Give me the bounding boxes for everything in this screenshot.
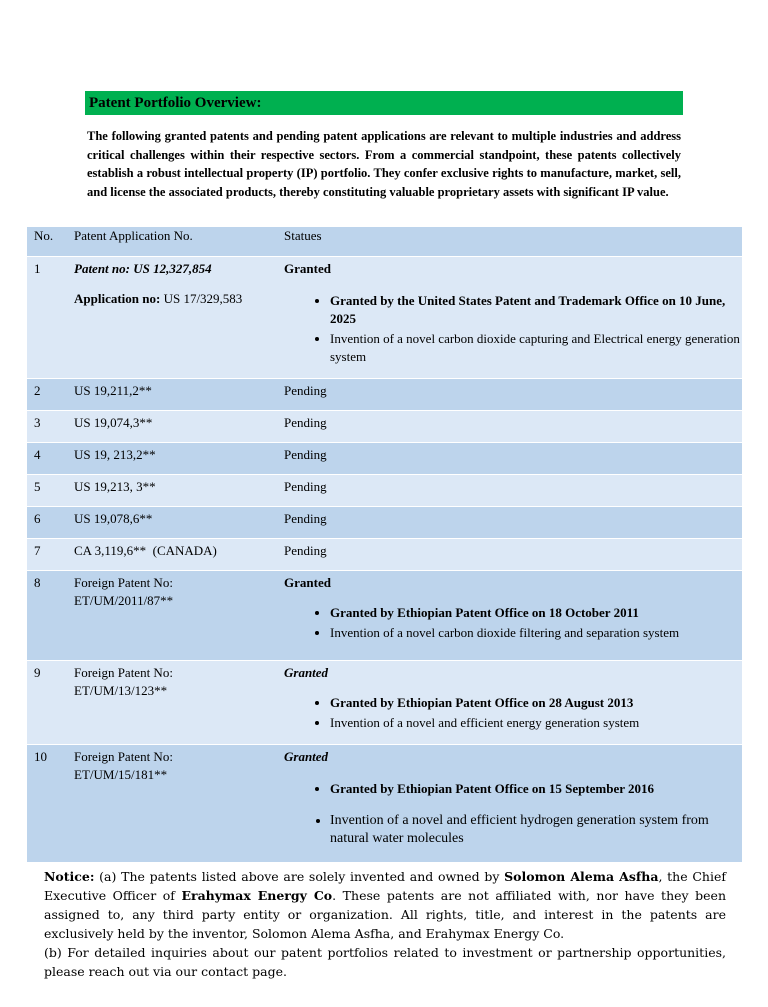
table-row <box>27 411 742 443</box>
application-cell: US 19,211,2** <box>67 379 277 411</box>
owner-name: Solomon Alema Asfha <box>504 869 659 884</box>
row-number: 2 <box>27 379 67 411</box>
status-cell <box>277 257 742 379</box>
list-item: • Invention of a novel and efficient hydrogen generation system from natural water molecules <box>330 812 742 848</box>
application-cell: US 19,074,3** <box>67 411 277 443</box>
status-text: Granted <box>284 665 329 680</box>
status-text: Granted <box>284 749 329 764</box>
application-label: Application no: <box>74 291 161 306</box>
status-cell: Pending <box>277 507 742 539</box>
notice-paragraph-a <box>44 867 726 943</box>
list-item: • Invention of a novel carbon dioxide filtering and separation system <box>330 624 742 642</box>
application-cell: CA 3,119,6** (CANADA) <box>67 539 277 571</box>
status-cell: Pending <box>277 411 742 443</box>
foreign-patent-number: ET/UM/2011/87** <box>74 593 174 608</box>
application-cell <box>67 571 277 661</box>
notice-label: Notice: <box>44 869 95 884</box>
row-number: 4 <box>27 443 67 475</box>
table-row <box>27 443 742 475</box>
list-item: • Granted by Ethiopian Patent Office on 18 October 2011 <box>330 604 742 622</box>
application-cell: US 19, 213,2** <box>67 443 277 475</box>
row-number: 3 <box>27 411 67 443</box>
foreign-patent-number: ET/UM/13/123** <box>74 683 168 698</box>
section-title: Patent Portfolio Overview: <box>85 91 683 115</box>
column-header-application: Patent Application No. <box>67 227 277 257</box>
status-cell <box>277 661 742 745</box>
status-cell: Pending <box>277 539 742 571</box>
patent-table <box>27 227 742 863</box>
table-row <box>27 661 742 745</box>
foreign-patent-number: ET/UM/15/181** <box>74 767 168 782</box>
list-item: • Invention of a novel carbon dioxide capturing and Electrical energy generation system <box>330 330 742 366</box>
list-item: • Invention of a novel and efficient energy generation system <box>330 714 742 732</box>
foreign-patent-label: Foreign Patent No: <box>74 749 173 764</box>
table-row <box>27 379 742 411</box>
list-item: • Granted by Ethiopian Patent Office on 15 September 2016 <box>330 780 742 798</box>
application-number <box>74 290 277 308</box>
application-cell <box>67 661 277 745</box>
row-number: 7 <box>27 539 67 571</box>
application-value: US 17/329,583 <box>160 291 243 306</box>
row-number: 9 <box>27 661 67 745</box>
notice-text: , the Chief Executive Officer of <box>44 869 726 903</box>
row-number: 5 <box>27 475 67 507</box>
company-name: Erahymax Energy Co <box>181 888 333 903</box>
application-cell <box>67 745 277 863</box>
row-number: 1 <box>27 257 67 379</box>
list-item: • Granted by the United States Patent and Trademark Office on 10 June, 2025 <box>330 292 742 328</box>
column-header-no: No. <box>27 227 67 257</box>
status-bullets <box>284 780 742 848</box>
list-item: • Granted by Ethiopian Patent Office on 28 August 2013 <box>330 694 742 712</box>
notice-text: (a) The patents listed above are solely invented and owned by <box>94 869 505 884</box>
foreign-patent-label: Foreign Patent No: <box>74 665 173 680</box>
row-number: 8 <box>27 571 67 661</box>
table-row <box>27 257 742 379</box>
status-cell: Pending <box>277 443 742 475</box>
intro-paragraph: The following granted patents and pending patent applications are relevant to multiple industries and address critical challenges within their respective sectors. From a commercial standpoint, these patents collectively establish a robust intellectual property (IP) portfolio. They confer exclusive rights to manufacture, market, sell, and license the associated products, thereby constituting valuable proprietary assets with significant IP value. <box>87 129 681 199</box>
status-bullets <box>284 604 742 642</box>
table-row <box>27 539 742 571</box>
table-row <box>27 571 742 661</box>
column-header-status: Statues <box>277 227 742 257</box>
status-bullets <box>284 694 742 732</box>
table-row <box>27 475 742 507</box>
status-text: Granted <box>284 575 331 590</box>
notice-paragraph-b: (b) For detailed inquiries about our patent portfolios related to investment or partnership opportunities, please reach out via our contact page. <box>44 945 726 979</box>
table-row <box>27 745 742 863</box>
notice-text: . These patents are not affiliated with, nor have they been assigned to, any third party entity or organization. All rights, title, and interest in the patents are exclusively held by the inventor, Solomon Alema Asfha, and Erahymax Energy Co. <box>44 888 726 941</box>
row-number: 6 <box>27 507 67 539</box>
row-number: 10 <box>27 745 67 863</box>
patent-number: Patent no: US 12,327,854 <box>74 261 212 276</box>
application-cell: US 19,213, 3** <box>67 475 277 507</box>
application-cell: US 19,078,6** <box>67 507 277 539</box>
status-cell: Pending <box>277 379 742 411</box>
notice-section <box>44 867 726 981</box>
table-row <box>27 507 742 539</box>
table-header-row <box>27 227 742 257</box>
foreign-patent-label: Foreign Patent No: <box>74 575 173 590</box>
status-cell <box>277 571 742 661</box>
status-cell <box>277 745 742 863</box>
application-cell <box>67 257 277 379</box>
status-bullets <box>284 292 742 366</box>
status-cell: Pending <box>277 475 742 507</box>
status-text: Granted <box>284 261 331 276</box>
